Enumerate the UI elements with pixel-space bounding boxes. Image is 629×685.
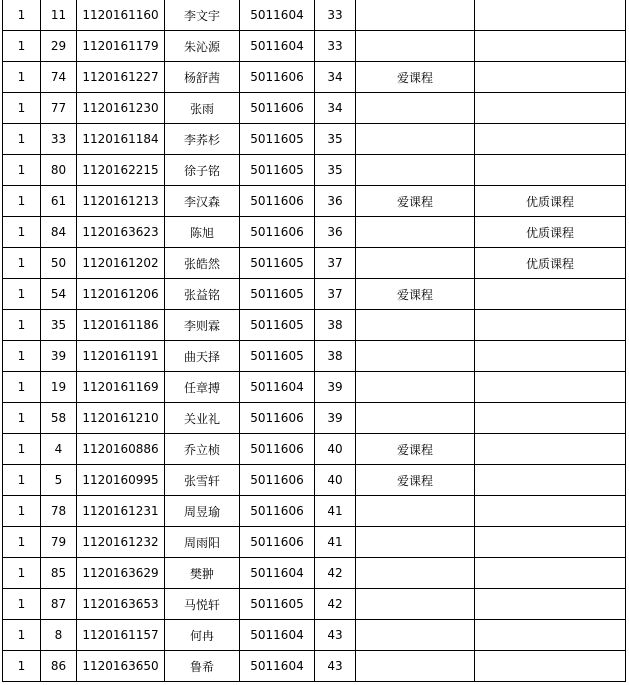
table-row (3, 62, 626, 93)
student-id-cell: 1120161191 (77, 341, 165, 372)
rank-cell: 42 (315, 558, 356, 589)
table-row (3, 186, 626, 217)
tag2-cell (475, 310, 626, 341)
tag2-cell (475, 31, 626, 62)
rank-cell: 43 (315, 620, 356, 651)
tag2-cell: 优质课程 (475, 248, 626, 279)
group-cell: 1 (3, 496, 41, 527)
class-no-cell: 5011604 (240, 620, 315, 651)
tag2-cell (475, 0, 626, 31)
tag2-cell (475, 589, 626, 620)
class-no-cell: 5011606 (240, 465, 315, 496)
tag1-cell (356, 124, 475, 155)
class-no-cell: 5011606 (240, 217, 315, 248)
rank-cell: 36 (315, 186, 356, 217)
class-no-cell: 5011605 (240, 155, 315, 186)
tag1-cell (356, 589, 475, 620)
table-row (3, 620, 626, 651)
seq-cell: 87 (41, 589, 77, 620)
tag1-cell (356, 248, 475, 279)
name-cell: 鲁希 (165, 651, 240, 682)
group-cell: 1 (3, 124, 41, 155)
seq-cell: 79 (41, 527, 77, 558)
rank-cell: 40 (315, 465, 356, 496)
tag2-cell (475, 527, 626, 558)
student-id-cell: 1120163623 (77, 217, 165, 248)
seq-cell: 61 (41, 186, 77, 217)
student-id-cell: 1120161227 (77, 62, 165, 93)
group-cell: 1 (3, 279, 41, 310)
rank-cell: 41 (315, 527, 356, 558)
name-cell: 徐子铭 (165, 155, 240, 186)
tag1-cell (356, 0, 475, 31)
student-id-cell: 1120161157 (77, 620, 165, 651)
tag1-cell (356, 620, 475, 651)
group-cell: 1 (3, 0, 41, 31)
class-no-cell: 5011606 (240, 93, 315, 124)
name-cell: 杨舒茜 (165, 62, 240, 93)
seq-cell: 19 (41, 372, 77, 403)
student-id-cell: 1120163653 (77, 589, 165, 620)
rank-cell: 39 (315, 403, 356, 434)
student-id-cell: 1120161186 (77, 310, 165, 341)
class-no-cell: 5011605 (240, 279, 315, 310)
class-no-cell: 5011604 (240, 372, 315, 403)
rank-cell: 33 (315, 0, 356, 31)
student-id-cell: 1120161230 (77, 93, 165, 124)
student-id-cell: 1120161179 (77, 31, 165, 62)
rank-cell: 35 (315, 124, 356, 155)
group-cell: 1 (3, 310, 41, 341)
table-row (3, 496, 626, 527)
seq-cell: 4 (41, 434, 77, 465)
tag2-cell (475, 651, 626, 682)
rank-cell: 36 (315, 217, 356, 248)
rank-cell: 39 (315, 372, 356, 403)
tag2-cell (475, 124, 626, 155)
table-row (3, 124, 626, 155)
group-cell: 1 (3, 248, 41, 279)
tag2-cell (475, 620, 626, 651)
group-cell: 1 (3, 155, 41, 186)
table-row (3, 341, 626, 372)
rank-cell: 35 (315, 155, 356, 186)
table-body (3, 0, 626, 682)
seq-cell: 86 (41, 651, 77, 682)
name-cell: 周雨阳 (165, 527, 240, 558)
class-no-cell: 5011605 (240, 248, 315, 279)
tag1-cell (356, 341, 475, 372)
group-cell: 1 (3, 589, 41, 620)
name-cell: 马悦轩 (165, 589, 240, 620)
tag1-cell (356, 155, 475, 186)
table-row (3, 527, 626, 558)
tag1-cell (356, 527, 475, 558)
tag2-cell (475, 372, 626, 403)
seq-cell: 33 (41, 124, 77, 155)
student-id-cell: 1120161213 (77, 186, 165, 217)
rank-cell: 37 (315, 279, 356, 310)
rank-cell: 34 (315, 93, 356, 124)
table-row (3, 31, 626, 62)
rank-cell: 38 (315, 341, 356, 372)
table-row (3, 558, 626, 589)
tag2-cell: 优质课程 (475, 217, 626, 248)
tag2-cell (475, 341, 626, 372)
name-cell: 李文宇 (165, 0, 240, 31)
rank-cell: 42 (315, 589, 356, 620)
seq-cell: 78 (41, 496, 77, 527)
name-cell: 张皓然 (165, 248, 240, 279)
seq-cell: 74 (41, 62, 77, 93)
table-row (3, 93, 626, 124)
tag1-cell: 爱课程 (356, 434, 475, 465)
student-id-cell: 1120161206 (77, 279, 165, 310)
tag1-cell (356, 372, 475, 403)
student-id-cell: 1120161231 (77, 496, 165, 527)
student-id-cell: 1120161232 (77, 527, 165, 558)
group-cell: 1 (3, 434, 41, 465)
name-cell: 李则霖 (165, 310, 240, 341)
table-row (3, 465, 626, 496)
student-id-cell: 1120162215 (77, 155, 165, 186)
tag2-cell (475, 403, 626, 434)
group-cell: 1 (3, 558, 41, 589)
tag1-cell (356, 651, 475, 682)
name-cell: 何冉 (165, 620, 240, 651)
class-no-cell: 5011605 (240, 589, 315, 620)
group-cell: 1 (3, 403, 41, 434)
group-cell: 1 (3, 651, 41, 682)
rank-cell: 37 (315, 248, 356, 279)
table-row (3, 0, 626, 31)
tag1-cell (356, 403, 475, 434)
class-no-cell: 5011604 (240, 651, 315, 682)
rank-cell: 41 (315, 496, 356, 527)
name-cell: 曲天择 (165, 341, 240, 372)
name-cell: 张雨 (165, 93, 240, 124)
group-cell: 1 (3, 186, 41, 217)
group-cell: 1 (3, 31, 41, 62)
rank-cell: 43 (315, 651, 356, 682)
class-no-cell: 5011606 (240, 62, 315, 93)
seq-cell: 84 (41, 217, 77, 248)
name-cell: 樊翀 (165, 558, 240, 589)
table-row (3, 372, 626, 403)
name-cell: 关业礼 (165, 403, 240, 434)
tag1-cell (356, 558, 475, 589)
tag2-cell (475, 62, 626, 93)
group-cell: 1 (3, 93, 41, 124)
student-id-cell: 1120161169 (77, 372, 165, 403)
student-id-cell: 1120160886 (77, 434, 165, 465)
tag1-cell (356, 217, 475, 248)
group-cell: 1 (3, 372, 41, 403)
tag1-cell: 爱课程 (356, 186, 475, 217)
name-cell: 周昱瑜 (165, 496, 240, 527)
student-table (2, 0, 626, 682)
name-cell: 张益铭 (165, 279, 240, 310)
seq-cell: 85 (41, 558, 77, 589)
tag2-cell (475, 93, 626, 124)
class-no-cell: 5011604 (240, 558, 315, 589)
tag2-cell (475, 155, 626, 186)
tag1-cell (356, 93, 475, 124)
name-cell: 乔立桢 (165, 434, 240, 465)
student-id-cell: 1120163650 (77, 651, 165, 682)
group-cell: 1 (3, 341, 41, 372)
seq-cell: 54 (41, 279, 77, 310)
rank-cell: 38 (315, 310, 356, 341)
tag1-cell: 爱课程 (356, 62, 475, 93)
tag2-cell (475, 434, 626, 465)
group-cell: 1 (3, 527, 41, 558)
class-no-cell: 5011606 (240, 496, 315, 527)
class-no-cell: 5011605 (240, 124, 315, 155)
class-no-cell: 5011606 (240, 527, 315, 558)
name-cell: 朱沁源 (165, 31, 240, 62)
tag1-cell (356, 310, 475, 341)
tag2-cell: 优质课程 (475, 186, 626, 217)
student-id-cell: 1120161210 (77, 403, 165, 434)
name-cell: 李荞杉 (165, 124, 240, 155)
student-id-cell: 1120161184 (77, 124, 165, 155)
tag2-cell (475, 279, 626, 310)
table-row (3, 403, 626, 434)
table-row (3, 589, 626, 620)
tag1-cell (356, 31, 475, 62)
name-cell: 任章搏 (165, 372, 240, 403)
class-no-cell: 5011606 (240, 434, 315, 465)
seq-cell: 8 (41, 620, 77, 651)
student-id-cell: 1120161160 (77, 0, 165, 31)
table-row (3, 310, 626, 341)
group-cell: 1 (3, 620, 41, 651)
name-cell: 李汉森 (165, 186, 240, 217)
seq-cell: 39 (41, 341, 77, 372)
tag2-cell (475, 465, 626, 496)
group-cell: 1 (3, 465, 41, 496)
name-cell: 陈旭 (165, 217, 240, 248)
class-no-cell: 5011606 (240, 403, 315, 434)
rank-cell: 33 (315, 31, 356, 62)
seq-cell: 29 (41, 31, 77, 62)
group-cell: 1 (3, 217, 41, 248)
tag1-cell: 爱课程 (356, 465, 475, 496)
student-id-cell: 1120163629 (77, 558, 165, 589)
table-row (3, 279, 626, 310)
table-row (3, 217, 626, 248)
class-no-cell: 5011605 (240, 310, 315, 341)
student-id-cell: 1120161202 (77, 248, 165, 279)
tag2-cell (475, 496, 626, 527)
seq-cell: 77 (41, 93, 77, 124)
name-cell: 张雪轩 (165, 465, 240, 496)
tag1-cell (356, 496, 475, 527)
rank-cell: 34 (315, 62, 356, 93)
student-id-cell: 1120160995 (77, 465, 165, 496)
seq-cell: 58 (41, 403, 77, 434)
group-cell: 1 (3, 62, 41, 93)
table-row (3, 651, 626, 682)
seq-cell: 35 (41, 310, 77, 341)
class-no-cell: 5011604 (240, 31, 315, 62)
class-no-cell: 5011604 (240, 0, 315, 31)
seq-cell: 80 (41, 155, 77, 186)
table-row (3, 434, 626, 465)
table-row (3, 248, 626, 279)
class-no-cell: 5011605 (240, 341, 315, 372)
tag2-cell (475, 558, 626, 589)
table-row (3, 155, 626, 186)
rank-cell: 40 (315, 434, 356, 465)
seq-cell: 5 (41, 465, 77, 496)
tag1-cell: 爱课程 (356, 279, 475, 310)
seq-cell: 11 (41, 0, 77, 31)
seq-cell: 50 (41, 248, 77, 279)
class-no-cell: 5011606 (240, 186, 315, 217)
